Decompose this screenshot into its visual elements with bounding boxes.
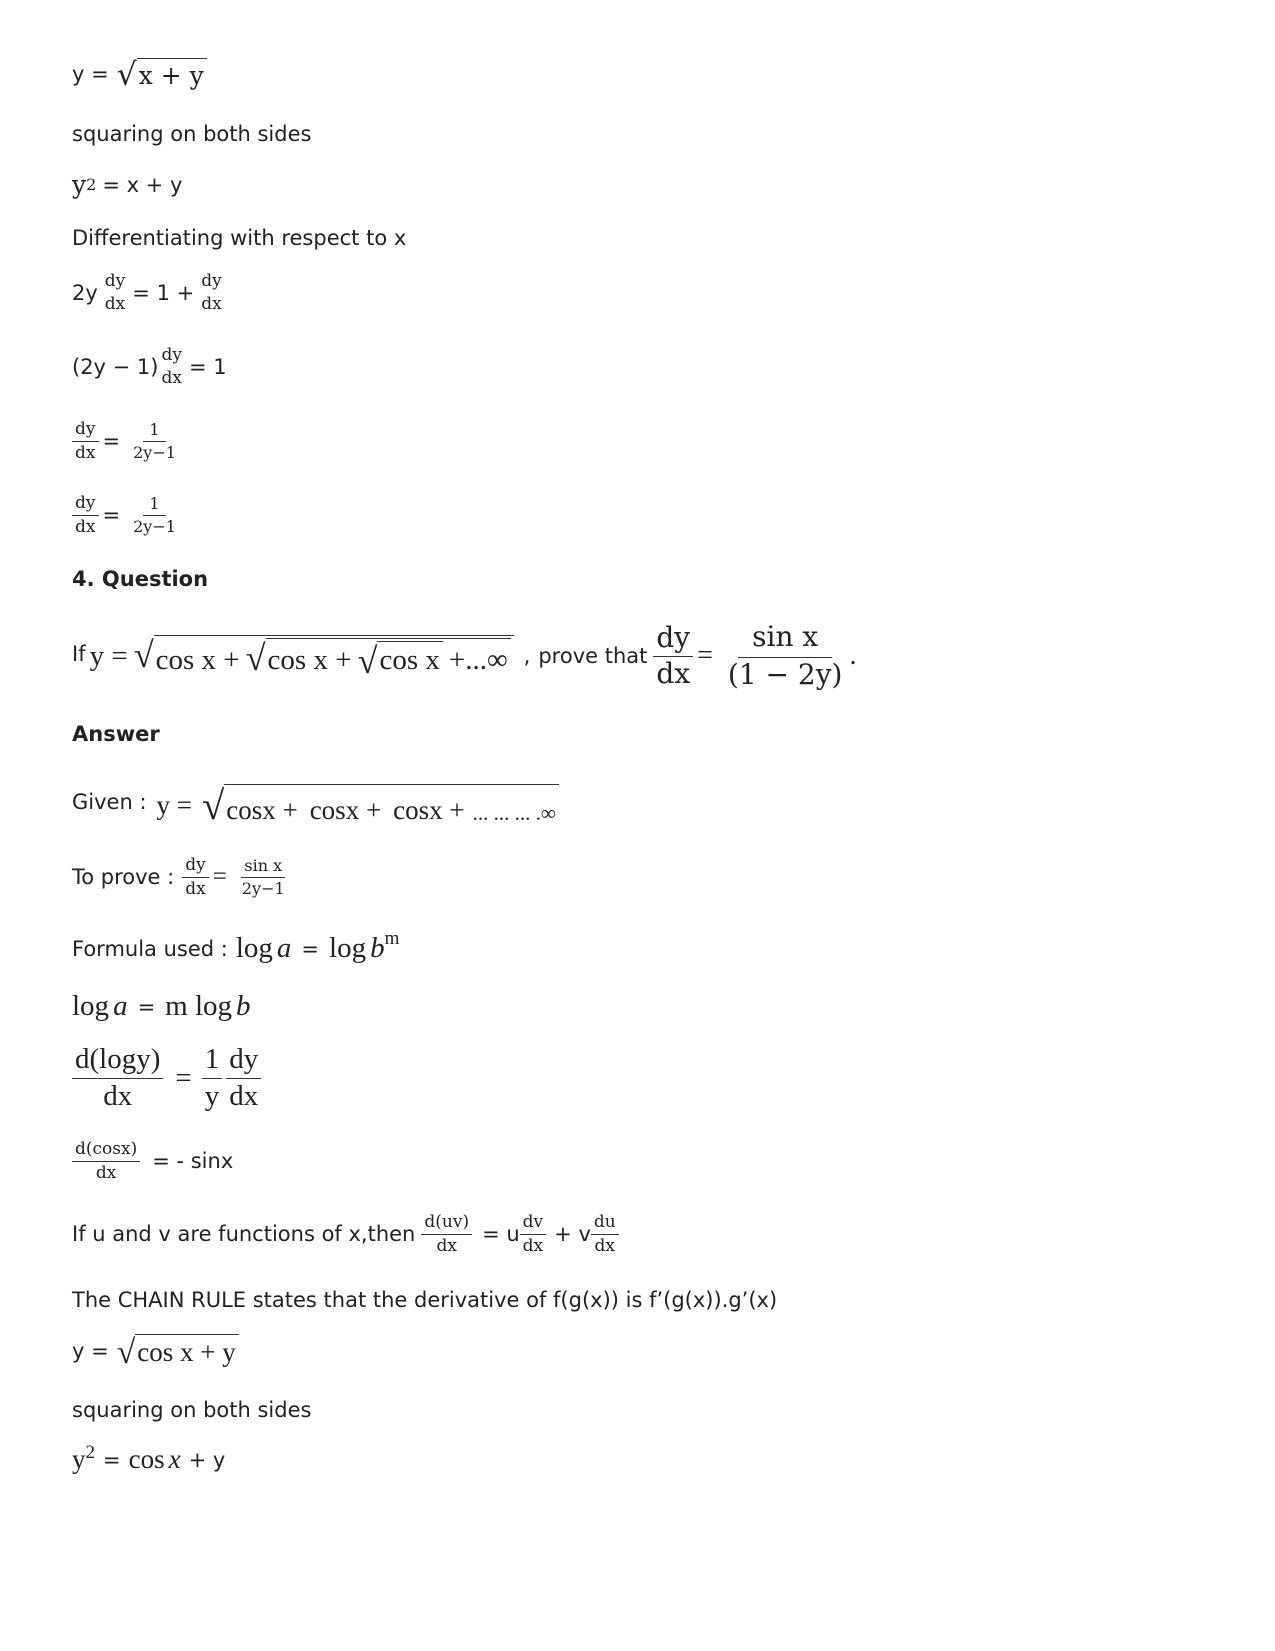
given-statement: Given : y = √ cosx + cosx + cosx + ... ... ... .∞ [72, 770, 559, 840]
nested-sqrt: √ cos x + √ cos x + √ cos x +...∞ [134, 635, 514, 677]
formula-derivative-cos: $\frac{d(\cos x)}{dx}$ = - sinx [72, 1140, 233, 1182]
fraction: $\frac{dy}{dx}$ [182, 856, 209, 898]
to-prove-statement: To prove : $\frac{dy}{dx}$ = $\frac{\text{sin x}}{2y-1}$ [72, 856, 292, 898]
base: y [72, 170, 87, 199]
fraction: $\frac{dy}{dx}$ [226, 1044, 261, 1113]
if: If [72, 642, 86, 666]
formula-label: Formula used : [72, 936, 228, 961]
fraction: $\frac{dy}{dx}$ [72, 420, 99, 462]
fraction: dy dx [201, 271, 222, 314]
radicand: x + y [137, 58, 207, 90]
text-squaring: squaring on both sides [72, 122, 312, 146]
equation-y-sqrt-cos: y = √ cos x + y [72, 1334, 239, 1368]
formula-used: Formula used : log a = log b m [72, 928, 400, 964]
sqrt: √ cos x + y [117, 1334, 239, 1368]
eq-lhs: y = [72, 62, 109, 86]
to-prove-label: To prove : [72, 865, 175, 890]
question-heading: 4. Question [72, 567, 209, 591]
mid: = 1 + [132, 280, 195, 305]
fraction: dy dx [104, 271, 126, 314]
rhs: = 1 [188, 354, 227, 379]
formula-log-power: log a = m log b [72, 990, 251, 1022]
fraction: $\frac{\text{sin x}}{(1 - 2y)}$ [727, 619, 843, 691]
lead: (2y − 1) [72, 354, 159, 379]
text-squaring-2: squaring on both sides [72, 1398, 312, 1422]
fraction: dy dx [161, 345, 182, 388]
equation-derivative-3: $\frac{dy}{dx}$ = $\frac{1}{2y-1}$ [72, 420, 183, 462]
fraction: $\frac{dv}{dx}$ [520, 1213, 547, 1255]
text-chain-rule: The CHAIN RULE states that the derivative of f(g(x)) is f’(g(x)).g’(x) [72, 1288, 778, 1312]
fraction: $\frac{1}{2y-1}$ [133, 493, 176, 537]
fraction: $\frac{d(\cos x)}{dx}$ [72, 1140, 140, 1182]
equation-derivative-1 [72, 272, 229, 313]
text-differentiating: Differentiating with respect to x [72, 226, 407, 250]
answer-heading: Answer [72, 722, 160, 746]
nested-sqrt: √ cosx + cosx + cosx + ... ... ... .∞ [202, 784, 559, 826]
fraction: $\frac{d(\log y)}{dx}$ [72, 1044, 163, 1113]
fraction: $\frac{dy}{dx}$ [72, 494, 99, 536]
fraction: $\frac{1}{y}$ [202, 1044, 223, 1113]
equation-y-squared [72, 170, 182, 199]
equation-y-sqrt [72, 57, 207, 93]
formula-product-rule: If u and v are functions of x,then $\frac{d(uv)}{dx}$ = u $\frac{dv}{dx}$ + v $\frac{du}{dx}$ [72, 1213, 623, 1255]
equation-y-squared-cos: y 2 = cos x + y [72, 1442, 226, 1474]
eq-rhs: = x + y [102, 172, 183, 197]
given-label: Given : [72, 790, 147, 814]
eq-lhs: y = [89, 639, 128, 672]
formula-derivative-log: $\frac{d(\log y)}{dx}$ = $\frac{1}{y}$ $\frac{dy}{dx}$ [72, 1044, 263, 1113]
equation-derivative-2 [72, 346, 227, 387]
prove-that: prove that [538, 644, 648, 668]
lead: 2y [72, 280, 98, 305]
fraction: $\frac{d(uv)}{dx}$ [421, 1213, 472, 1255]
sqrt: √ x + y [117, 58, 207, 90]
fraction: $\frac{dy}{dx}$ [653, 623, 693, 690]
exponent: 2 [86, 175, 97, 194]
equation-derivative-4: $\frac{dy}{dx}$ = $\frac{1}{2y-1}$ [72, 494, 183, 536]
fraction: $\frac{du}{dx}$ [591, 1213, 619, 1255]
question-statement: If y = √ cos x + √ cos x + √ cos x +...∞ , prove that $\frac{dy}{dx}$ = $\frac{\text{sin x}}{(1 - 2y)}$ . [72, 619, 857, 691]
fraction: $\frac{1}{2y-1}$ [133, 419, 176, 463]
fraction: $\frac{\text{sin x}}{2y-1}$ [241, 856, 285, 898]
